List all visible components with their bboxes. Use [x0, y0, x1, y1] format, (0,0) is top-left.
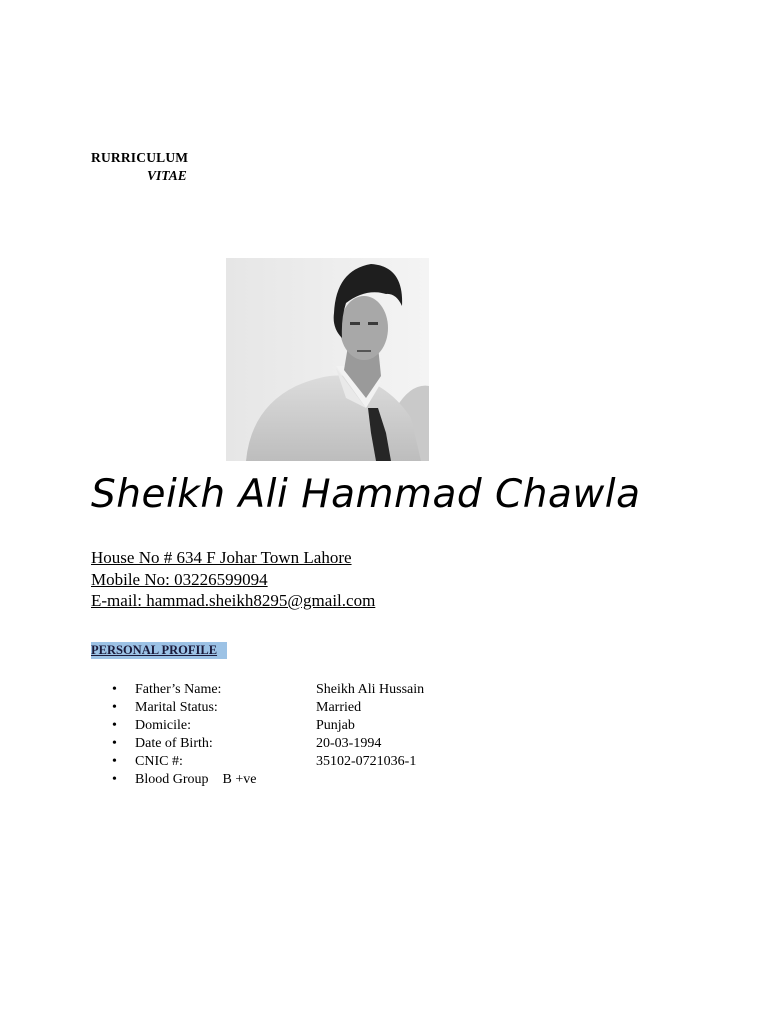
field-label: Domicile: — [135, 718, 191, 733]
contact-address: House No # 634 F Johar Town Lahore — [91, 548, 352, 567]
bullet-icon: • — [112, 700, 117, 715]
field-label: Blood Group B +ve — [135, 772, 257, 787]
bullet-icon: • — [112, 772, 117, 787]
full-name: Sheikh Ali Hammad Chawla — [91, 472, 641, 517]
profile-photo — [226, 258, 429, 461]
heading-vitae: VITAE — [147, 168, 187, 183]
bullet-icon: • — [112, 754, 117, 769]
section-title-personal-profile: PERSONAL PROFILE — [91, 642, 227, 659]
contact-email[interactable]: E-mail: hammad.sheikh8295@gmail.com — [91, 591, 376, 610]
field-value: Punjab — [316, 718, 355, 733]
field-value: Married — [316, 700, 362, 715]
field-label: Marital Status: — [135, 700, 218, 715]
field-value: Sheikh Ali Hussain — [316, 682, 425, 697]
contact-mobile: Mobile No: 03226599094 — [91, 570, 268, 589]
bullet-icon: • — [112, 718, 117, 733]
field-label: CNIC #: — [135, 754, 183, 769]
field-label: Date of Birth: — [135, 736, 213, 751]
heading-curriculum: RURRICULUM — [91, 150, 189, 165]
field-value: 35102-0721036-1 — [316, 754, 417, 769]
bullet-icon: • — [112, 682, 117, 697]
field-label: Father’s Name: — [135, 682, 222, 697]
field-value: 20-03-1994 — [316, 736, 382, 751]
bullet-icon: • — [112, 736, 117, 751]
